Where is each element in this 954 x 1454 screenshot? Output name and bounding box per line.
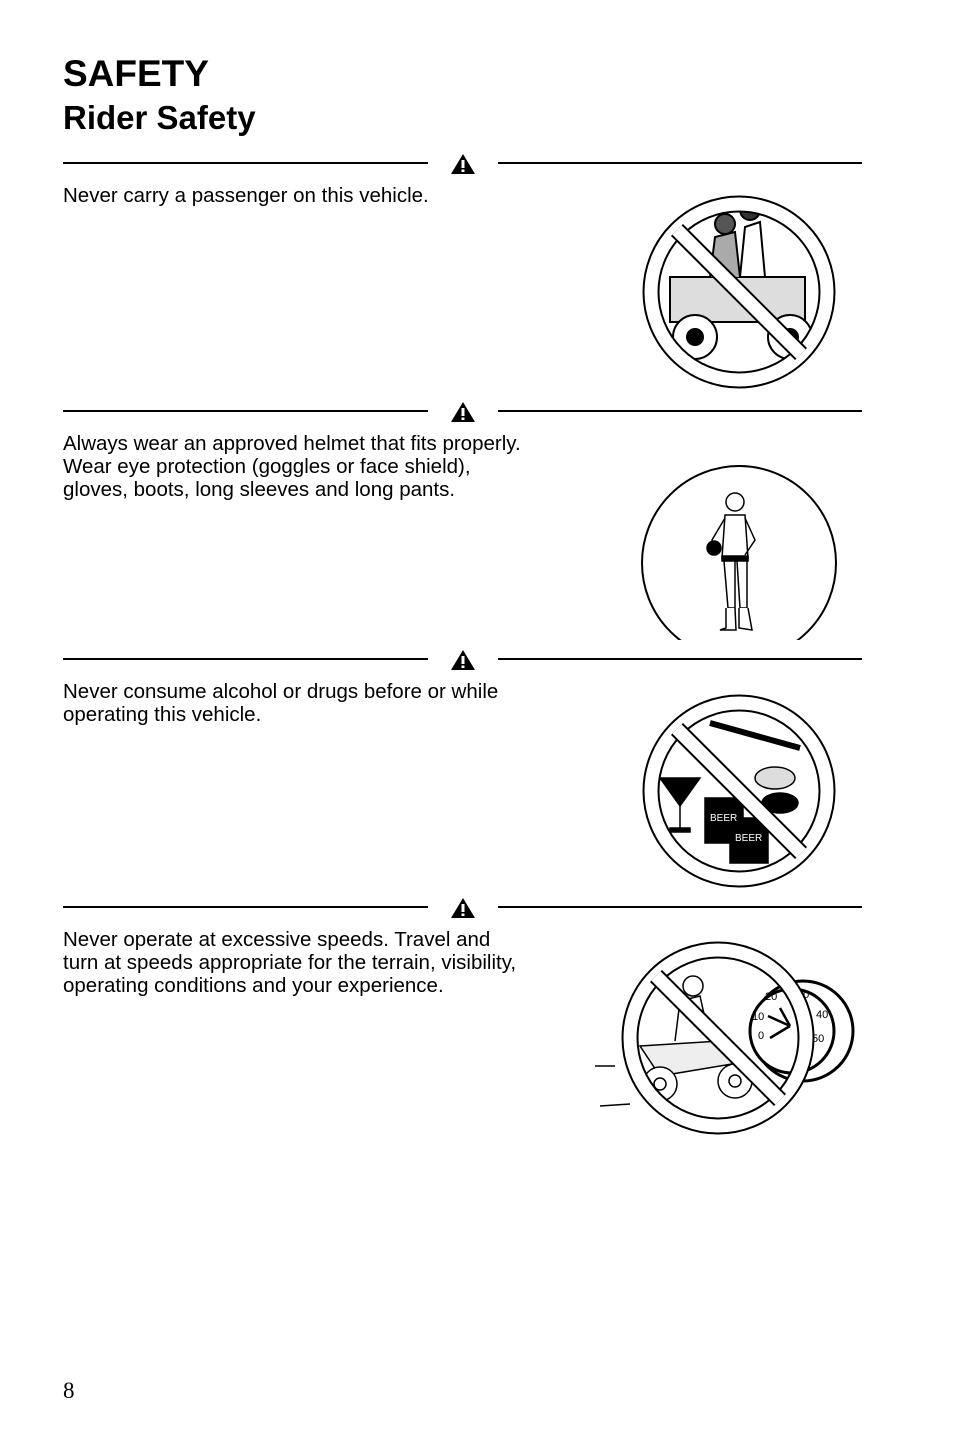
section-title: SAFETY [63,53,209,94]
divider [498,658,862,660]
warning-protective-gear [0,410,954,658]
warning-text: Always wear an approved helmet that fits properly. Wear eye protection (goggles or face shield), gloves, boots, long sleeves and long pants. [63,432,521,501]
gauge-label: 40 [816,1009,829,1021]
warning-triangle-icon [450,649,476,671]
warning-excessive-speed [0,906,954,1154]
section-subtitle: Rider Safety [63,99,256,136]
warning-triangle-icon [450,153,476,175]
divider [498,906,862,908]
page-number: 8 [63,1378,75,1403]
warning-triangle-icon [450,401,476,423]
gauge-label: 50 [812,1033,825,1045]
gauge-label: 20 [765,991,778,1003]
gauge-label: 30 [797,989,810,1001]
warning-text: Never carry a passenger on this vehicle. [63,184,429,207]
warning-text: Never consume alcohol or drugs before or while operating this vehicle. [63,680,499,726]
warning-alcohol-drugs [0,658,954,906]
warning-triangle-icon [450,897,476,919]
divider [63,906,428,908]
no-speeding-illustration [590,926,860,1136]
no-alcohol-drugs-illustration [590,678,860,888]
divider [63,658,428,660]
warning-passenger [0,162,954,410]
can-label: BEER [710,813,738,824]
divider [498,410,862,412]
warning-text: Never operate at excessive speeds. Travel and turn at speeds appropriate for the terrain, visibility, operating conditions and your experience. [63,928,517,997]
no-passenger-illustration [590,182,860,392]
divider [498,162,862,164]
divider [63,410,428,412]
can-label: BEER [735,833,763,844]
gauge-label: 0 [758,1030,765,1042]
gauge-label: 10 [752,1011,765,1023]
divider [63,162,428,164]
rider-gear-illustration [590,430,860,640]
